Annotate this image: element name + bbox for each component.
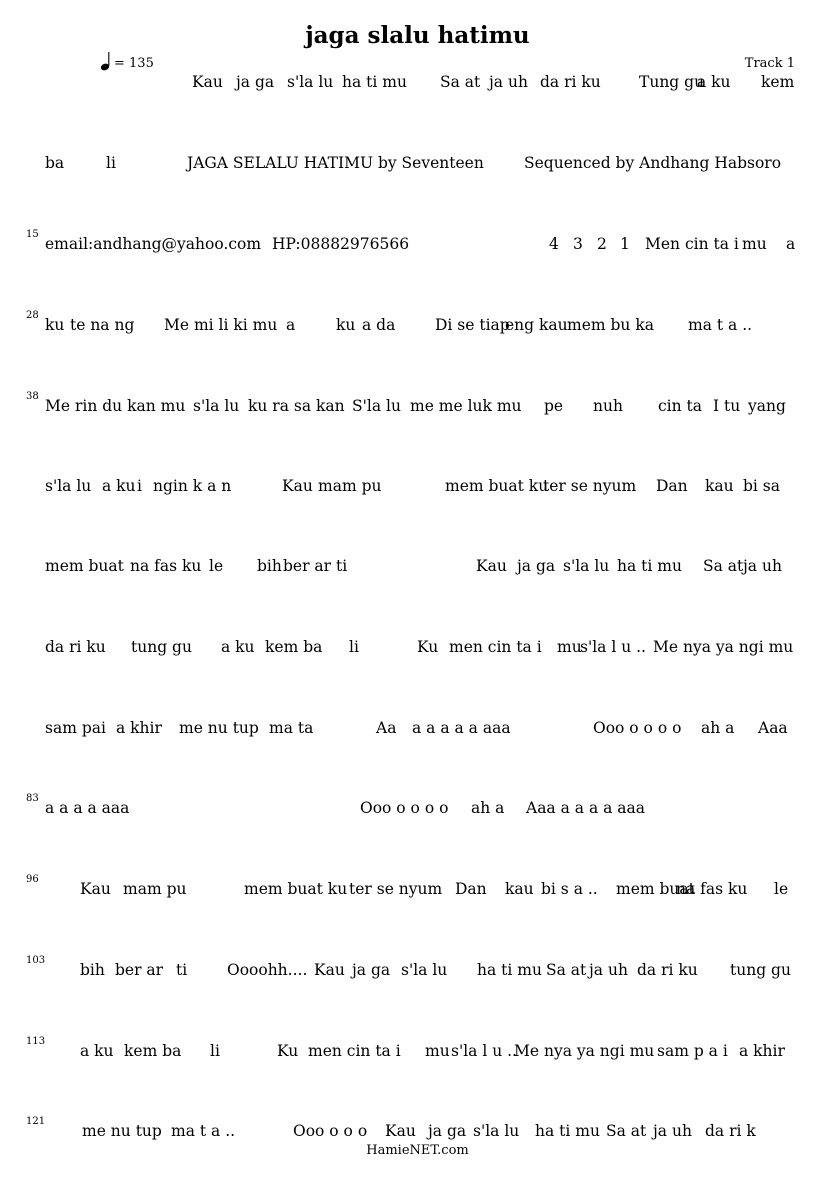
lyric-word: ha ti mu	[477, 961, 542, 979]
lyric-system	[0, 955, 835, 980]
lyric-word: mem bu ka	[567, 316, 654, 334]
lyric-word: men cin ta i	[449, 638, 542, 656]
lyric-word: ma t a ..	[688, 316, 753, 334]
lyric-word: men cin ta i	[308, 1042, 401, 1060]
lyric-word: eng kau	[505, 316, 568, 334]
tempo-marking	[100, 51, 154, 71]
track-label: Track 1	[744, 56, 795, 71]
lyric-word: mem buat	[45, 557, 124, 575]
lyric-word: Me nya ya ngi mu	[514, 1042, 655, 1060]
lyric-word: mu	[425, 1042, 450, 1060]
lyric-word: s'la lu	[473, 1122, 520, 1140]
lyric-word: mam pu	[318, 477, 382, 495]
lyric-system	[0, 1116, 835, 1141]
lyric-word: da ri ku	[540, 73, 601, 91]
lyric-word: s'la lu	[45, 477, 92, 495]
lyric-word: ku ra sa kan	[248, 397, 345, 415]
lyric-system	[0, 476, 835, 496]
lyric-word: ah a	[471, 799, 505, 817]
lyric-word: mu	[742, 235, 767, 253]
lyric-word: cin ta	[658, 397, 703, 415]
lyric-word: na fas ku	[676, 880, 748, 898]
lyric-word: Sa at	[546, 961, 587, 979]
lyric-word: ja ga	[517, 557, 556, 575]
lyric-word: HP:08882976566	[272, 235, 410, 253]
lyric-system	[0, 72, 835, 92]
lyric-word: Me nya ya ngi mu	[653, 638, 794, 656]
lyric-word: 2	[597, 235, 607, 253]
lyric-word: email:andhang@yahoo.com	[45, 235, 262, 253]
lyric-word: Sa at	[440, 73, 481, 91]
lyric-system	[0, 310, 835, 335]
lyric-word: I tu	[713, 397, 741, 415]
lyric-word: Aaa a a a a aaa	[526, 799, 645, 817]
lyric-word: s'la l u ..	[580, 638, 646, 656]
lyric-word: le	[209, 557, 224, 575]
lyric-word: Kau	[476, 557, 507, 575]
lyric-word: ter se nyum	[349, 880, 443, 898]
lyric-word: ja uh	[653, 1122, 692, 1140]
lyric-word: me nu tup	[179, 719, 259, 737]
lyric-word: Kau	[385, 1122, 416, 1140]
lyric-word: ma ta	[269, 719, 314, 737]
lyric-word: kem ba	[124, 1042, 182, 1060]
lyric-word: nuh	[593, 397, 623, 415]
lyric-word: Oooohh....	[227, 961, 308, 979]
lyric-word: ku	[45, 316, 65, 334]
lyric-word: s'la lu	[563, 557, 610, 575]
lyric-word: mem buat ku	[244, 880, 348, 898]
lyric-word: ah a	[701, 719, 735, 737]
lyric-word: ngin k a n	[153, 477, 232, 495]
lyric-word: Sa at	[703, 557, 744, 575]
lyric-word: da ri k	[705, 1122, 756, 1140]
measure-number: 28	[26, 310, 39, 321]
lyric-word: sam pai	[45, 719, 106, 737]
lyric-system	[0, 1036, 835, 1061]
lyric-word: Kau	[80, 880, 111, 898]
lyric-system	[0, 874, 835, 899]
lyric-word: ja uh	[589, 961, 628, 979]
lyric-word: a ku	[80, 1042, 114, 1060]
lyric-word: ja uh	[743, 557, 782, 575]
measure-number: 96	[26, 874, 39, 885]
lyric-word: S'la lu	[352, 397, 401, 415]
lyric-word: te na ng	[70, 316, 135, 334]
lyric-word: ja uh	[489, 73, 528, 91]
lyric-word: mem buat	[616, 880, 695, 898]
lyric-word: a a a a aaa	[45, 799, 130, 817]
measure-number: 113	[26, 1036, 46, 1047]
lyric-word: Kau	[314, 961, 345, 979]
lyric-word: 1	[620, 235, 630, 253]
lyric-word: pe	[544, 397, 564, 415]
lyric-word: Ooo o o o o	[593, 719, 682, 737]
lyric-word: ma t a ..	[171, 1122, 236, 1140]
measure-number: 38	[26, 391, 39, 402]
lyric-word: a a a a a aaa	[412, 719, 511, 737]
lyric-word: da ri ku	[637, 961, 698, 979]
lyric-word: li	[210, 1042, 220, 1060]
lyric-word: tung gu	[730, 961, 791, 979]
lyric-word: me me luk mu	[410, 397, 522, 415]
lyric-word: Dan	[656, 477, 688, 495]
lyric-system	[0, 793, 835, 818]
lyric-word: s'la lu	[287, 73, 334, 91]
lyric-word: kau	[705, 477, 734, 495]
lyric-word: ber ar ti	[283, 557, 348, 575]
quarter-note-icon	[100, 51, 112, 71]
lyric-word: ku	[336, 316, 356, 334]
lyric-word: li	[106, 154, 116, 172]
lyric-system	[0, 637, 835, 657]
lyric-word: ja ga	[428, 1122, 467, 1140]
lyric-word: a ku	[697, 73, 731, 91]
lyric-word: ja ga	[236, 73, 275, 91]
lyric-word: bi s a ..	[541, 880, 598, 898]
lyric-word: Men cin ta i	[645, 235, 739, 253]
lyric-word: ja ga	[352, 961, 391, 979]
lyric-word: Sequenced by Andhang Habsoro	[524, 154, 782, 172]
tempo-value: = 135	[114, 56, 154, 71]
lyric-word: a khir	[739, 1042, 785, 1060]
lyric-word: mu	[557, 638, 582, 656]
lyric-word: 4	[549, 235, 559, 253]
lyric-word: Me mi li ki mu	[164, 316, 278, 334]
lyric-word: ti	[176, 961, 188, 979]
lyric-word: le	[774, 880, 789, 898]
lyric-word: Aa	[376, 719, 397, 737]
lyric-word: Ku	[417, 638, 439, 656]
lyric-word: ha ti mu	[617, 557, 682, 575]
lyric-word: Tung gu	[639, 73, 705, 91]
lyric-word: Dan	[455, 880, 487, 898]
lyric-word: 3	[573, 235, 583, 253]
lyric-word: kem	[761, 73, 795, 91]
lyric-system	[0, 718, 835, 738]
lyric-word: bi sa	[743, 477, 781, 495]
lyric-word: sam p a i	[657, 1042, 728, 1060]
lyric-word: a khir	[116, 719, 162, 737]
lyric-word: ba	[45, 154, 65, 172]
lyric-word: da ri ku	[45, 638, 106, 656]
lyric-system	[0, 391, 835, 416]
lyric-word: a	[286, 316, 296, 334]
lyric-word: kem ba	[265, 638, 323, 656]
lyric-word: s'la lu	[193, 397, 240, 415]
footer-credit: HamieNET.com	[366, 1143, 469, 1158]
measure-number: 103	[26, 955, 46, 966]
lyric-system	[0, 556, 835, 576]
lyric-word: mam pu	[123, 880, 187, 898]
lyric-word: Kau	[282, 477, 313, 495]
lyric-system	[0, 229, 835, 254]
lyric-word: a	[786, 235, 796, 253]
lyric-word: ter se nyum	[543, 477, 637, 495]
lyric-word: ha ti mu	[342, 73, 407, 91]
lyric-word: a ku	[102, 477, 136, 495]
lyric-word: me nu tup	[82, 1122, 162, 1140]
lyric-word: yang	[748, 397, 786, 415]
lyric-word: na fas ku	[130, 557, 202, 575]
lyric-word: Ku	[277, 1042, 299, 1060]
measure-number: 15	[26, 229, 39, 240]
lyric-word: Me rin du kan mu	[45, 397, 186, 415]
measure-number: 83	[26, 793, 39, 804]
lyric-word: Kau	[192, 73, 223, 91]
lyric-word: Di se tiap	[435, 316, 510, 334]
lyric-word: Sa at	[606, 1122, 647, 1140]
lyric-word: mem buat ku	[445, 477, 549, 495]
lyric-word: tung gu	[131, 638, 192, 656]
lyric-word: s'la l u ..	[451, 1042, 517, 1060]
lyric-word: a ku	[221, 638, 255, 656]
lyric-word: ber ar	[115, 961, 164, 979]
lyric-word: i	[137, 477, 142, 495]
lyric-word: bih	[80, 961, 105, 979]
lyric-word: a da	[362, 316, 396, 334]
lyric-word: Aaa	[758, 719, 788, 737]
lyric-word: ha ti mu	[535, 1122, 600, 1140]
lyric-system	[0, 153, 835, 173]
page-title: jaga slalu hatimu	[305, 22, 530, 49]
lyric-word: kau	[505, 880, 534, 898]
lyric-word: bih	[257, 557, 282, 575]
lyric-word: li	[349, 638, 359, 656]
measure-number: 121	[26, 1116, 46, 1127]
lyric-word: Ooo o o o	[293, 1122, 368, 1140]
lyric-word: JAGA SELALU HATIMU by Seventeen	[187, 154, 484, 172]
lyric-word: Ooo o o o o	[360, 799, 449, 817]
lyric-word: s'la lu	[401, 961, 448, 979]
